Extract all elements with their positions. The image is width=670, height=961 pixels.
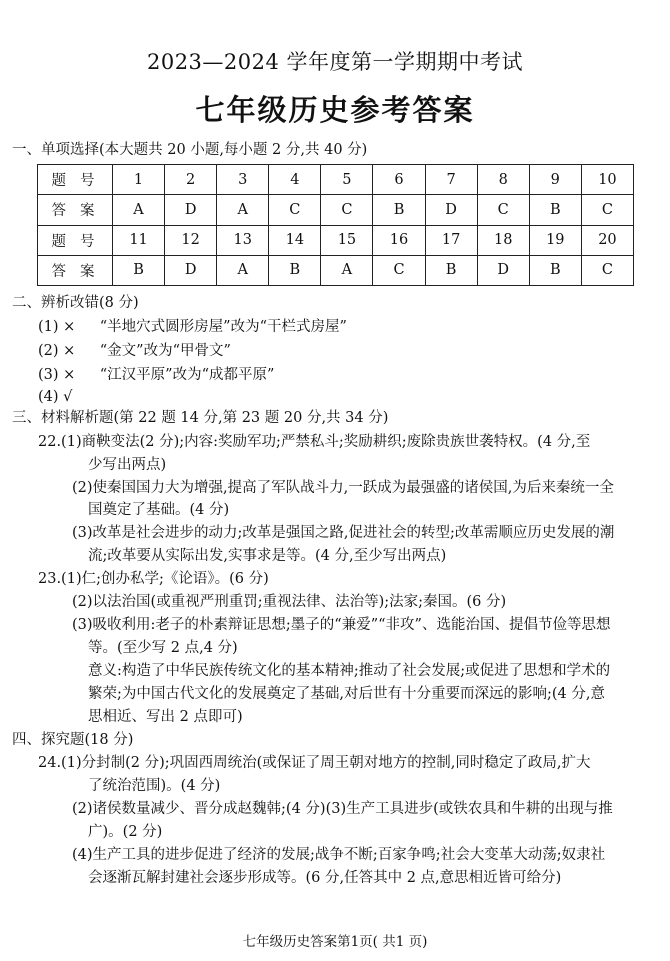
table-cell: 3 [217, 165, 269, 195]
correction-item [38, 388, 72, 406]
table-cell: 15 [321, 225, 373, 255]
table-cell: 17 [425, 225, 477, 255]
table-cell: 12 [165, 225, 217, 255]
table-cell: B [425, 255, 477, 285]
row-label-answer: 答案 [38, 195, 113, 225]
exam-title: 2023—2024 学年度第一学期期中考试 [146, 50, 524, 74]
table-row [38, 165, 634, 195]
answer-line: 意义:构造了中华民族传统文化的基本精神;推动了社会发展;或促进了思想和学术的 [88, 663, 611, 679]
item-text: “江汉平原”改为“成都平原” [99, 367, 275, 383]
table-cell: B [269, 255, 321, 285]
cross-mark: × [63, 367, 76, 383]
table-cell: B [113, 255, 165, 285]
answer-line: (2)使秦国国力大为增强,提高了军队战斗力,一跃成为最强盛的诸侯国,为后来秦统一全 [72, 480, 614, 496]
answer-line: (3)吸收利用:老子的朴素辩证思想;墨子的“兼爱”“非攻”、选能治国、提倡节俭等思想 [72, 617, 611, 633]
table-cell: 18 [477, 225, 529, 255]
row-label-question: 题号 [38, 225, 113, 255]
cross-mark: × [63, 343, 76, 359]
item-number: (2) [38, 343, 59, 359]
table-cell: 8 [477, 165, 529, 195]
section2-heading: 二、辨析改错(8 分) [12, 295, 139, 311]
answer-line: (4)生产工具的进步促进了经济的发展;战争不断;百家争鸣;社会大变革大动荡;奴隶社 [72, 847, 606, 863]
item-number: (3) [38, 367, 59, 383]
table-cell: 13 [217, 225, 269, 255]
answer-line: (2)诸侯数量减少、晋分成赵魏韩;(4 分)(3)生产工具进步(或铁农具和牛耕的出现与推 [72, 801, 613, 817]
page-footer: 七年级历史答案第1页( 共1 页) [242, 934, 428, 950]
section4-heading: 四、探究题(18 分) [12, 732, 134, 748]
table-row [38, 195, 634, 225]
table-cell: C [581, 255, 633, 285]
table-row [38, 255, 634, 285]
table-cell: A [113, 195, 165, 225]
table-row [38, 225, 634, 255]
row-label-answer: 答案 [38, 255, 113, 285]
document-title: 七年级历史参考答案 [195, 93, 475, 127]
table-cell: 11 [113, 225, 165, 255]
table-cell: B [529, 255, 581, 285]
table-cell: 4 [269, 165, 321, 195]
answer-line: 广)。(2 分) [88, 824, 163, 840]
answer-line: 繁荣;为中国古代文化的发展奠定了基础,对后世有十分重要而深远的影响;(4 分,意 [88, 686, 605, 702]
table-cell: 7 [425, 165, 477, 195]
row-label-question: 题号 [38, 165, 113, 195]
answer-line: 22.(1)商鞅变法(2 分);内容:奖励军功;严禁私斗;奖励耕织;废除贵族世袭特权。(4 分,至 [38, 434, 591, 450]
table-cell: 9 [529, 165, 581, 195]
item-text: “半地穴式圆形房屋”改为“干栏式房屋” [99, 319, 347, 335]
table-cell: 16 [373, 225, 425, 255]
table-cell: C [373, 255, 425, 285]
answer-line: (2)以法治国(或重视严刑重罚;重视法律、法治等);法家;秦国。(6 分) [72, 594, 507, 610]
item-text: “金文”改为“甲骨文” [99, 343, 231, 359]
answer-line: 24.(1)分封制(2 分);巩固西周统治(或保证了周王朝对地方的控制,同时稳定了政局,扩大 [38, 755, 591, 771]
answer-line: 思相近、写出 2 点即可) [88, 709, 243, 725]
table-cell: 1 [113, 165, 165, 195]
section3-heading: 三、材料解析题(第 22 题 14 分,第 23 题 20 分,共 34 分) [12, 410, 389, 426]
answer-line: 少写出两点) [88, 457, 167, 473]
table-cell: 14 [269, 225, 321, 255]
answer-line: 了统治范围)。(4 分) [88, 778, 221, 794]
table-cell: 5 [321, 165, 373, 195]
table-cell: B [373, 195, 425, 225]
answer-line: (3)改革是社会进步的动力;改革是强国之路,促进社会的转型;改革需顺应历史发展的潮 [72, 525, 615, 541]
table-cell: C [477, 195, 529, 225]
answer-line: 会逐渐瓦解封建社会逐步形成等。(6 分,任答其中 2 点,意思相近皆可给分) [88, 870, 562, 886]
table-cell: 10 [581, 165, 633, 195]
answer-line: 23.(1)仁;创办私学;《论语》。(6 分) [38, 571, 269, 587]
correction-item [38, 366, 274, 384]
table-cell: D [165, 255, 217, 285]
correction-item [38, 318, 347, 336]
correction-item [38, 342, 231, 360]
section1-heading: 一、单项选择(本大题共 20 小题,每小题 2 分,共 40 分) [12, 142, 368, 158]
answer-table [37, 164, 634, 286]
table-cell: 6 [373, 165, 425, 195]
answer-line: 国奠定了基础。(4 分) [88, 502, 230, 518]
item-number: (4) [38, 389, 59, 405]
table-cell: D [477, 255, 529, 285]
item-number: (1) [38, 319, 59, 335]
table-cell: C [269, 195, 321, 225]
check-mark: √ [63, 389, 73, 405]
table-cell: A [321, 255, 373, 285]
answer-line: 等。(至少写 2 点,4 分) [88, 640, 238, 656]
table-cell: D [425, 195, 477, 225]
answer-line: 流;改革要从实际出发,实事求是等。(4 分,至少写出两点) [88, 548, 447, 564]
table-cell: 2 [165, 165, 217, 195]
table-cell: C [321, 195, 373, 225]
table-cell: A [217, 255, 269, 285]
table-cell: B [529, 195, 581, 225]
table-cell: D [165, 195, 217, 225]
table-cell: 20 [581, 225, 633, 255]
table-cell: C [581, 195, 633, 225]
table-cell: A [217, 195, 269, 225]
cross-mark: × [63, 319, 76, 335]
table-cell: 19 [529, 225, 581, 255]
